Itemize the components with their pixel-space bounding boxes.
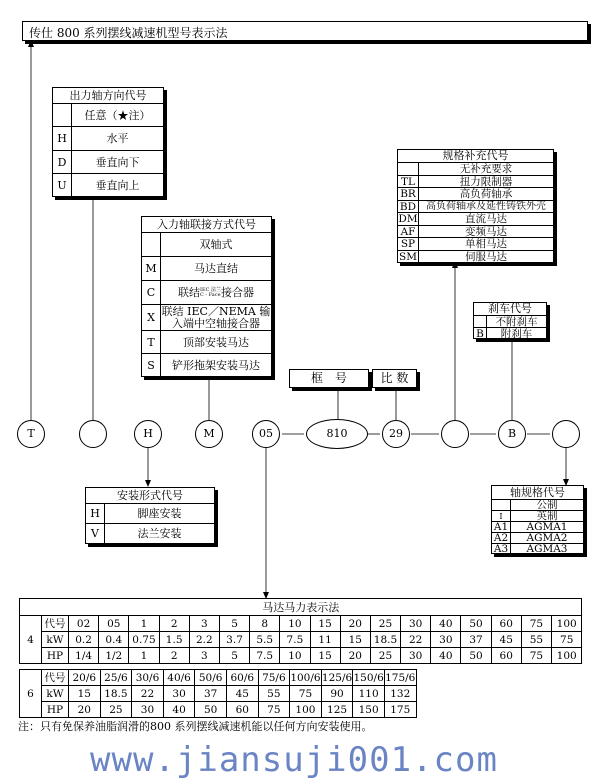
table-cell: 60/6: [226, 670, 258, 686]
code-circle-ratio: 29: [382, 420, 410, 448]
table-cell: 150/6: [353, 671, 384, 684]
motor-power-table-4: [19, 598, 582, 664]
table-cell: 15: [310, 648, 340, 664]
table-row: C 联结IEC 法兰 C - Face接合器: [142, 281, 271, 305]
motor-power-section: [19, 598, 582, 718]
table-cell: 50: [195, 702, 227, 718]
table-row: A1 AGMA1: [492, 522, 583, 533]
code-circle-t: T: [17, 420, 45, 448]
table-cell: 125/6: [321, 671, 353, 684]
table-cell: 30/6: [132, 670, 164, 686]
spec-supplement-title: 规格补充代号: [398, 150, 553, 163]
table-cell: 75: [521, 616, 551, 632]
table-cell: 60: [226, 702, 258, 718]
arrow-title: [28, 40, 34, 47]
table-cell: 100: [552, 648, 582, 664]
table-cell: 05: [99, 616, 129, 632]
table-cell: 25: [100, 702, 132, 718]
title-box: [22, 21, 588, 41]
table-cell: 18.5: [370, 632, 400, 648]
code-circle-05: 05: [252, 420, 280, 448]
watermark-url: www.jiansuji001.com: [90, 740, 498, 780]
table-cell: 0.2: [69, 632, 99, 648]
table-cell: 30: [401, 648, 431, 664]
table-cell: 25/6: [100, 670, 132, 686]
motor-power-table-6: [19, 669, 417, 718]
table-row: M 马达直结: [142, 257, 271, 281]
table-row: 双轴式: [142, 233, 271, 257]
table-cell: 3.7: [219, 632, 249, 648]
table-cell: 20/6: [69, 670, 101, 686]
table-cell: 15: [310, 616, 340, 632]
brake-title: 刹车代号: [474, 303, 546, 316]
input-shaft-table: [141, 216, 272, 377]
table-cell: 1: [129, 648, 159, 664]
code-circle-b: B: [498, 420, 526, 448]
table-row: 4 代号 02 05 1 2 3 5 8 10 15 20 25 30 40 50 60 75 100: [20, 616, 582, 632]
mounting-table: [85, 487, 215, 544]
table-cell: 50: [461, 616, 491, 632]
table-row: H 水平: [53, 127, 163, 151]
table-cell: 15: [340, 632, 370, 648]
brake-table: [473, 302, 547, 339]
table-row: 任意（★注）: [53, 104, 163, 127]
table-cell: 3: [189, 648, 219, 664]
table-cell: 10: [280, 648, 310, 664]
table-cell: 55: [258, 686, 290, 702]
group-4-label: 4: [20, 616, 42, 664]
table-cell: 90: [321, 686, 353, 702]
table-cell: 1/4: [69, 648, 99, 664]
group-6-label: 6: [20, 670, 42, 718]
table-row: 6 代号 20/6 25/6 30/6 40/6 50/6 60/6 75/6 100/6 125/6 150/6 175/6: [20, 670, 417, 686]
table-row: A2 AGMA2: [492, 533, 583, 544]
table-cell: 175: [384, 702, 416, 718]
table-cell: 75: [521, 648, 551, 664]
shaft-spec-table: [491, 485, 584, 554]
table-row: X 联结 IEC／NEMA 输 入端中空轴接合器: [142, 305, 271, 331]
table-cell: 30: [401, 616, 431, 632]
table-cell: 40: [163, 702, 195, 718]
table-cell: 20: [69, 702, 101, 718]
table-cell: 1.5: [159, 632, 189, 648]
ratio-label-box: [372, 369, 417, 388]
table-cell: 75: [552, 632, 582, 648]
table-cell: 0.75: [129, 632, 159, 648]
table-row: S 铲形拖架安装马达: [142, 354, 271, 377]
table-cell: 100: [552, 616, 582, 632]
table-row: BD 高负荷轴承及延性铸铁外壳: [398, 201, 553, 214]
table-cell: 125: [321, 702, 353, 718]
table-cell: 75: [290, 686, 322, 702]
spec-supplement-table: [397, 149, 554, 263]
table-row: HP 20 25 30 40 50 60 75 100 125 150 175: [20, 702, 417, 718]
table-row: 公制: [492, 500, 583, 511]
table-row: kW 15 18.5 22 30 37 45 55 75 90 110 132: [20, 686, 417, 702]
table-cell: 100: [290, 702, 322, 718]
table-cell: 5: [219, 648, 249, 664]
table-cell: 40: [431, 616, 461, 632]
arrow-mounting: [145, 480, 151, 487]
table-row: SP 单相马达: [398, 238, 553, 251]
table-cell: 132: [384, 686, 416, 702]
table-row: DM 直流马达: [398, 213, 553, 226]
table-cell: 50: [461, 648, 491, 664]
table-cell: 40/6: [163, 670, 195, 686]
mounting-title: 安装形式代号: [86, 488, 214, 504]
code-circle-spec: [441, 420, 469, 448]
table-row: TL 扭力限制器: [398, 176, 553, 189]
table-cell: 75: [258, 702, 290, 718]
table-cell: 5: [219, 616, 249, 632]
table-cell: 3: [189, 616, 219, 632]
table-row: B 附刹车: [474, 328, 546, 340]
frame-label: 框 号: [310, 371, 347, 385]
table-row: SM 伺服马达: [399, 250, 507, 263]
table-row: U 垂直向上: [53, 174, 163, 197]
table-cell: 7.5: [250, 648, 280, 664]
table-row: HP 1/4 1/2 1 2 3 5 7.5 10 15 20 25 30 40 50 60 75 100: [20, 648, 582, 664]
table-cell: 30: [132, 702, 164, 718]
table-cell: 150: [353, 702, 385, 718]
table-row: D 垂直向下: [53, 151, 163, 174]
table-cell: 5.5: [250, 632, 280, 648]
table-cell: 25: [370, 616, 400, 632]
table-row: 不附刹车: [474, 316, 546, 328]
table-cell: 20: [340, 648, 370, 664]
input-shaft-title: 入力轴联接方式代号: [142, 217, 271, 233]
table-row: AF 变频马达: [398, 226, 553, 239]
table-cell: 100/6: [290, 671, 321, 684]
table-cell: 60: [491, 648, 521, 664]
code-circle-m: M: [195, 420, 223, 448]
table-cell: 110: [353, 686, 385, 702]
table-row: I 英制: [492, 511, 583, 522]
output-shaft-table: [52, 87, 164, 197]
table-cell: 2.2: [189, 632, 219, 648]
table-cell: 175/6: [385, 671, 416, 684]
table-row: A3 AGMA3: [493, 543, 568, 555]
table-cell: 37: [461, 632, 491, 648]
footnote: 注：只有免保养油脂润滑的800 系列摆线减速机能以任何方向安装使用。: [18, 720, 373, 733]
table-cell: 55: [521, 632, 551, 648]
table-cell: 45: [491, 632, 521, 648]
table-cell: 10: [280, 616, 310, 632]
table-row: 无补充要求: [398, 163, 553, 176]
table-cell: 1/2: [99, 648, 129, 664]
table-row: BR 高负荷轴承: [398, 188, 553, 201]
table-cell: 18.5: [100, 686, 132, 702]
output-shaft-title: 出力轴方向代号: [53, 88, 163, 104]
table-cell: 8: [250, 616, 280, 632]
table-cell: 30: [163, 686, 195, 702]
table-cell: 15: [69, 686, 101, 702]
table-row: V 法兰安装: [86, 524, 214, 544]
frame-label-box: [289, 369, 369, 388]
page-title: 传仕 800 系列摆线减速机型号表示法: [29, 26, 228, 40]
table-row: T 顶部安装马达: [142, 331, 271, 354]
table-cell: 0.4: [99, 632, 129, 648]
table-cell: 02: [69, 616, 99, 632]
table-cell: 60: [491, 616, 521, 632]
frame-code-ellipse: 810: [306, 419, 368, 449]
shaft-spec-title: 轴规格代号: [492, 486, 583, 500]
table-cell: 22: [132, 686, 164, 702]
table-cell: 37: [195, 686, 227, 702]
table-cell: 75/6: [258, 670, 290, 686]
table-cell: 11: [310, 632, 340, 648]
ratio-label: 比 数: [380, 371, 409, 385]
code-circle-shaft: [552, 420, 580, 448]
table-row: kW 0.2 0.4 0.75 1.5 2.2 3.7 5.5 7.5 11 15 18.5 22 30 37 45 55 75: [20, 632, 582, 648]
table-cell: 1: [129, 616, 159, 632]
table-cell: 20: [340, 616, 370, 632]
table-cell: 45: [226, 686, 258, 702]
motor-power-title: 马达马力表示法: [20, 599, 582, 616]
table-cell: 22: [401, 632, 431, 648]
table-cell: 7.5: [280, 632, 310, 648]
table-cell: 40: [431, 648, 461, 664]
table-cell: 2: [159, 648, 189, 664]
table-cell: 2: [159, 616, 189, 632]
table-cell: 50/6: [195, 670, 227, 686]
code-circle-h: H: [134, 420, 162, 448]
table-cell: 25: [370, 648, 400, 664]
table-cell: 30: [431, 632, 461, 648]
table-row: H 脚座安装: [86, 504, 214, 524]
code-circle-output: [79, 420, 107, 448]
